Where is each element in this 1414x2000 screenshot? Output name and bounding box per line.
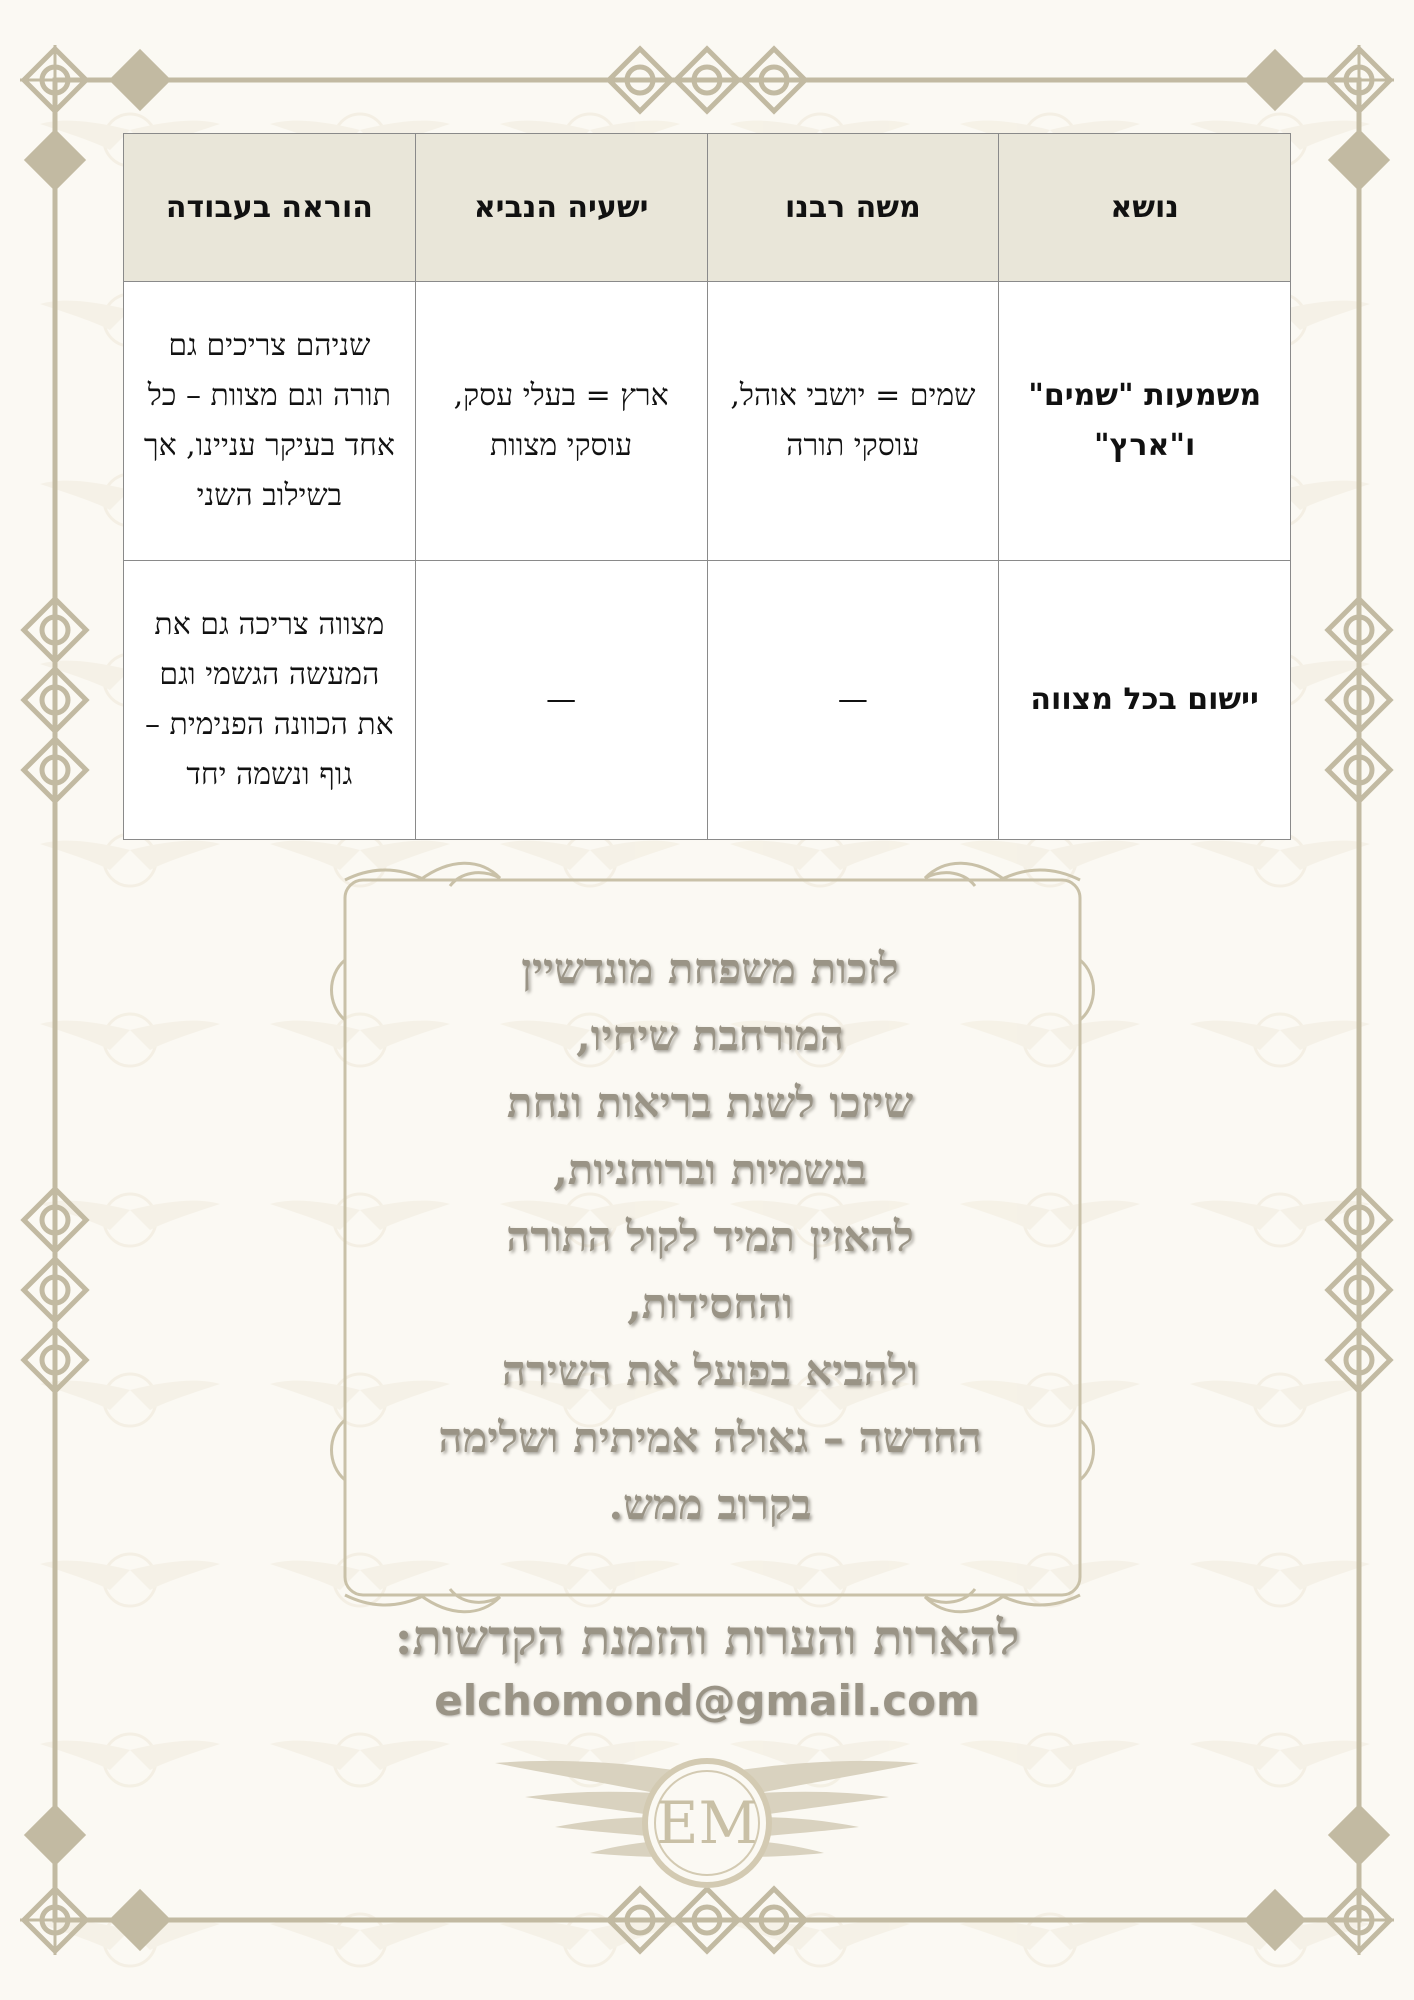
cell-instruction: מצווה צריכה גם את המעשה הגשמי וגם את הכוונה הפנימית – גוף ונשמה יחד bbox=[124, 561, 416, 840]
em-winged-logo bbox=[495, 1735, 919, 1935]
cell-yeshaya: ארץ = בעלי עסק, עוסקי מצוות bbox=[415, 282, 707, 561]
header-topic: נושא bbox=[999, 134, 1291, 282]
cell-instruction: שניהם צריכים גם תורה וגם מצוות – כל אחד בעיקר עניינו, אך בשילוב השני bbox=[124, 282, 416, 561]
cell-moshe: שמים = יושבי אוהל, עוסקי תורה bbox=[707, 282, 999, 561]
dedication-line: המורחבת שיחיו, bbox=[576, 1011, 844, 1060]
header-moshe: משה רבנו bbox=[707, 134, 999, 282]
dedication-line: החדשה – גאולה אמיתית ושלימה bbox=[438, 1413, 982, 1462]
cell-moshe: — bbox=[707, 561, 999, 840]
summary-table bbox=[123, 133, 1291, 840]
cell-topic: משמעות "שמים" ו"ארץ" bbox=[999, 282, 1291, 561]
dedication-line: בקרוב ממש. bbox=[608, 1480, 812, 1529]
header-yeshaya: ישעיה הנביא bbox=[415, 134, 707, 282]
dedication-text bbox=[380, 935, 1040, 1538]
table-row bbox=[124, 282, 1291, 561]
dedication-line: בגשמיות וברוחניות, bbox=[553, 1145, 867, 1194]
dedication-line: ולהביא בפועל את השירה bbox=[501, 1346, 919, 1395]
dedication-line: שיזכו לשנת בריאות ונחת bbox=[506, 1078, 914, 1127]
cell-topic: יישום בכל מצווה bbox=[999, 561, 1291, 840]
header-instruction: הוראה בעבודה bbox=[124, 134, 416, 282]
table-header-row bbox=[124, 134, 1291, 282]
table-row bbox=[124, 561, 1291, 840]
dedication-line: להאזין תמיד לקול התורה bbox=[506, 1212, 914, 1261]
dedication-line: והחסידות, bbox=[627, 1279, 793, 1328]
contact-email[interactable]: elchomond@gmail.com bbox=[434, 1676, 980, 1725]
summary-table-container bbox=[123, 133, 1291, 840]
contact-title: להארות והערות והזמנת הקדשות: bbox=[394, 1610, 1020, 1666]
dedication-line: לזכות משפחת מונדשיין bbox=[521, 944, 899, 993]
logo-text: EM bbox=[656, 1789, 758, 1857]
cell-yeshaya: — bbox=[415, 561, 707, 840]
